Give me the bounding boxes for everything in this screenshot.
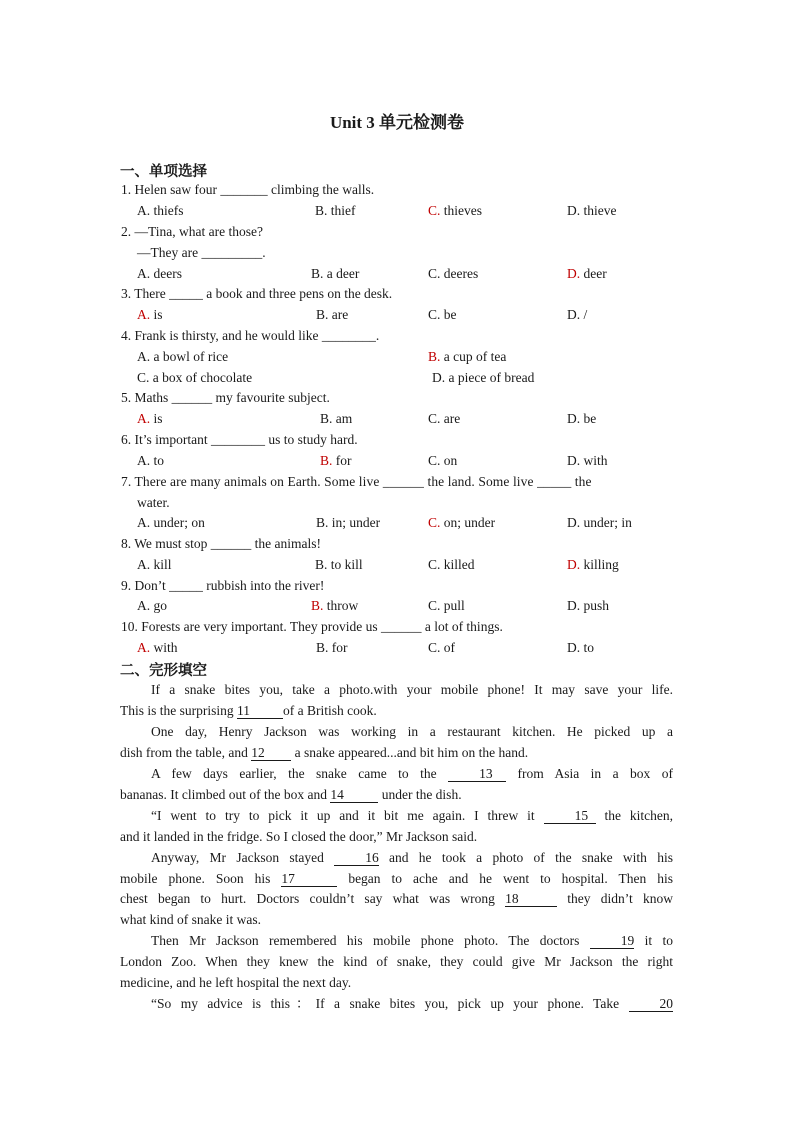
blank-14: 14 bbox=[330, 788, 378, 803]
option-d: D. killing bbox=[567, 557, 619, 572]
passage-line: “I went to try to pick it up and it bit me again. I threw it 15 the kitchen, bbox=[151, 808, 673, 823]
question-10-options bbox=[0, 640, 794, 658]
passage-line: bananas. It climbed out of the box and 14 under the dish. bbox=[120, 787, 462, 802]
passage-line: chest began to hurt. Doctors couldn’t say what was wrong 18 they didn’t know bbox=[120, 891, 674, 906]
blank-11: 11 bbox=[237, 704, 283, 719]
option-d: D. / bbox=[567, 307, 588, 322]
option-d: D. push bbox=[567, 598, 610, 613]
blank-18: 18 bbox=[505, 892, 557, 907]
option-d: D. under; in bbox=[567, 515, 632, 530]
option-b: B. to kill bbox=[315, 557, 363, 572]
option-b: B. am bbox=[320, 411, 353, 426]
question-3-options bbox=[0, 307, 794, 325]
blank-17: 17 bbox=[281, 872, 337, 887]
question-1-stem: 1. Helen saw four _______ climbing the walls. bbox=[121, 182, 375, 197]
option-c: C. a box of chocolate bbox=[137, 370, 253, 385]
passage-line: “So my advice is this：If a snake bites you, pick up your phone. Take 20 bbox=[151, 996, 673, 1011]
option-a: A. to bbox=[137, 453, 165, 468]
question-5-options bbox=[0, 411, 794, 429]
option-b: B. throw bbox=[311, 598, 359, 613]
question-2-stem-reply: —They are _________. bbox=[137, 245, 266, 260]
passage-line: and it landed in the fridge. So I closed the door,” Mr Jackson said. bbox=[120, 829, 478, 844]
passage-line: If a snake bites you, take a photo.with your mobile phone! It may save your life. bbox=[151, 682, 673, 697]
question-9-stem: 9. Don’t _____ rubbish into the river! bbox=[121, 578, 325, 593]
option-a: A. kill bbox=[137, 557, 172, 572]
option-a: A. is bbox=[137, 411, 163, 426]
option-c: C. deeres bbox=[428, 266, 479, 281]
option-c: C. on; under bbox=[428, 515, 496, 530]
passage-line: what kind of snake it was. bbox=[120, 912, 261, 927]
section-heading-cloze: 二、完形填空 bbox=[120, 663, 207, 679]
question-7-options bbox=[0, 515, 794, 533]
blank-13: 13 bbox=[448, 767, 506, 782]
option-a: A. thiefs bbox=[137, 203, 184, 218]
blank-15: 15 bbox=[544, 809, 596, 824]
option-c: C. on bbox=[428, 453, 458, 468]
passage-line: dish from the table, and 12 a snake appeared...and bit him on the hand. bbox=[120, 745, 529, 760]
passage-line: medicine, and he left hospital the next day. bbox=[120, 975, 352, 990]
question-4-options-row-1 bbox=[0, 349, 794, 367]
question-8-stem: 8. We must stop ______ the animals! bbox=[121, 536, 322, 551]
passage-line: Then Mr Jackson remembered his mobile phone photo. The doctors 19 it to bbox=[151, 933, 673, 948]
option-a: A. with bbox=[137, 640, 178, 655]
option-d: D. a piece of bread bbox=[432, 370, 535, 385]
passage-line: Anyway, Mr Jackson stayed 16 and he took a photo of the snake with his bbox=[151, 850, 673, 865]
option-c: C. pull bbox=[428, 598, 465, 613]
option-c: C. be bbox=[428, 307, 457, 322]
option-d: D. with bbox=[567, 453, 608, 468]
blank-19: 19 bbox=[590, 934, 635, 949]
question-4-options-row-2 bbox=[0, 370, 794, 388]
question-10-stem: 10. Forests are very important. They provide us ______ a lot of things. bbox=[121, 619, 503, 634]
question-4-stem: 4. Frank is thirsty, and he would like ________. bbox=[121, 328, 380, 343]
question-6-stem: 6. It’s important ________ us to study hard. bbox=[121, 432, 358, 447]
option-d: D. be bbox=[567, 411, 597, 426]
option-b: B. for bbox=[316, 640, 348, 655]
option-d: D. deer bbox=[567, 266, 607, 281]
option-b: B. in; under bbox=[316, 515, 381, 530]
blank-16: 16 bbox=[334, 851, 379, 866]
question-7-stem: 7. There are many animals on Earth. Some live ______ the land. Some live _____ the bbox=[121, 474, 592, 489]
blank-20: 20 bbox=[629, 997, 674, 1012]
blank-12: 12 bbox=[251, 746, 291, 761]
option-a: A. is bbox=[137, 307, 163, 322]
passage-line: London Zoo. When they knew the kind of snake, they could give Mr Jackson the right bbox=[120, 954, 673, 969]
option-d: D. thieve bbox=[567, 203, 617, 218]
question-3-stem: 3. There _____ a book and three pens on the desk. bbox=[121, 286, 393, 301]
option-a: A. deers bbox=[137, 266, 182, 281]
passage-line: A few days earlier, the snake came to the 13 from Asia in a box of bbox=[151, 766, 673, 781]
question-6-options bbox=[0, 453, 794, 471]
option-b: B. thief bbox=[315, 203, 356, 218]
question-8-options bbox=[0, 557, 794, 575]
option-a: A. a bowl of rice bbox=[137, 349, 229, 364]
option-c: C. killed bbox=[428, 557, 475, 572]
option-b: B. for bbox=[320, 453, 352, 468]
page-title: Unit 3 单元检测卷 bbox=[329, 113, 465, 132]
option-b: B. a cup of tea bbox=[428, 349, 507, 364]
passage-line: This is the surprising 11 of a British cook. bbox=[120, 703, 377, 718]
question-9-options bbox=[0, 598, 794, 616]
option-a: A. go bbox=[137, 598, 167, 613]
option-c: C. of bbox=[428, 640, 456, 655]
question-2-stem: 2. —Tina, what are those? bbox=[121, 224, 263, 239]
question-2-options bbox=[0, 266, 794, 284]
option-b: B. a deer bbox=[311, 266, 360, 281]
option-c: C. thieves bbox=[428, 203, 483, 218]
section-heading-multiple-choice: 一、单项选择 bbox=[120, 164, 207, 180]
option-b: B. are bbox=[316, 307, 349, 322]
option-c: C. are bbox=[428, 411, 461, 426]
option-a: A. under; on bbox=[137, 515, 205, 530]
passage-line: One day, Henry Jackson was working in a restaurant kitchen. He picked up a bbox=[151, 724, 673, 739]
question-5-stem: 5. Maths ______ my favourite subject. bbox=[121, 390, 330, 405]
question-7-stem-continued: water. bbox=[137, 495, 170, 510]
question-1-options bbox=[0, 203, 794, 221]
passage-line: mobile phone. Soon his 17 began to ache and he went to hospital. Then his bbox=[120, 871, 674, 886]
option-d: D. to bbox=[567, 640, 595, 655]
